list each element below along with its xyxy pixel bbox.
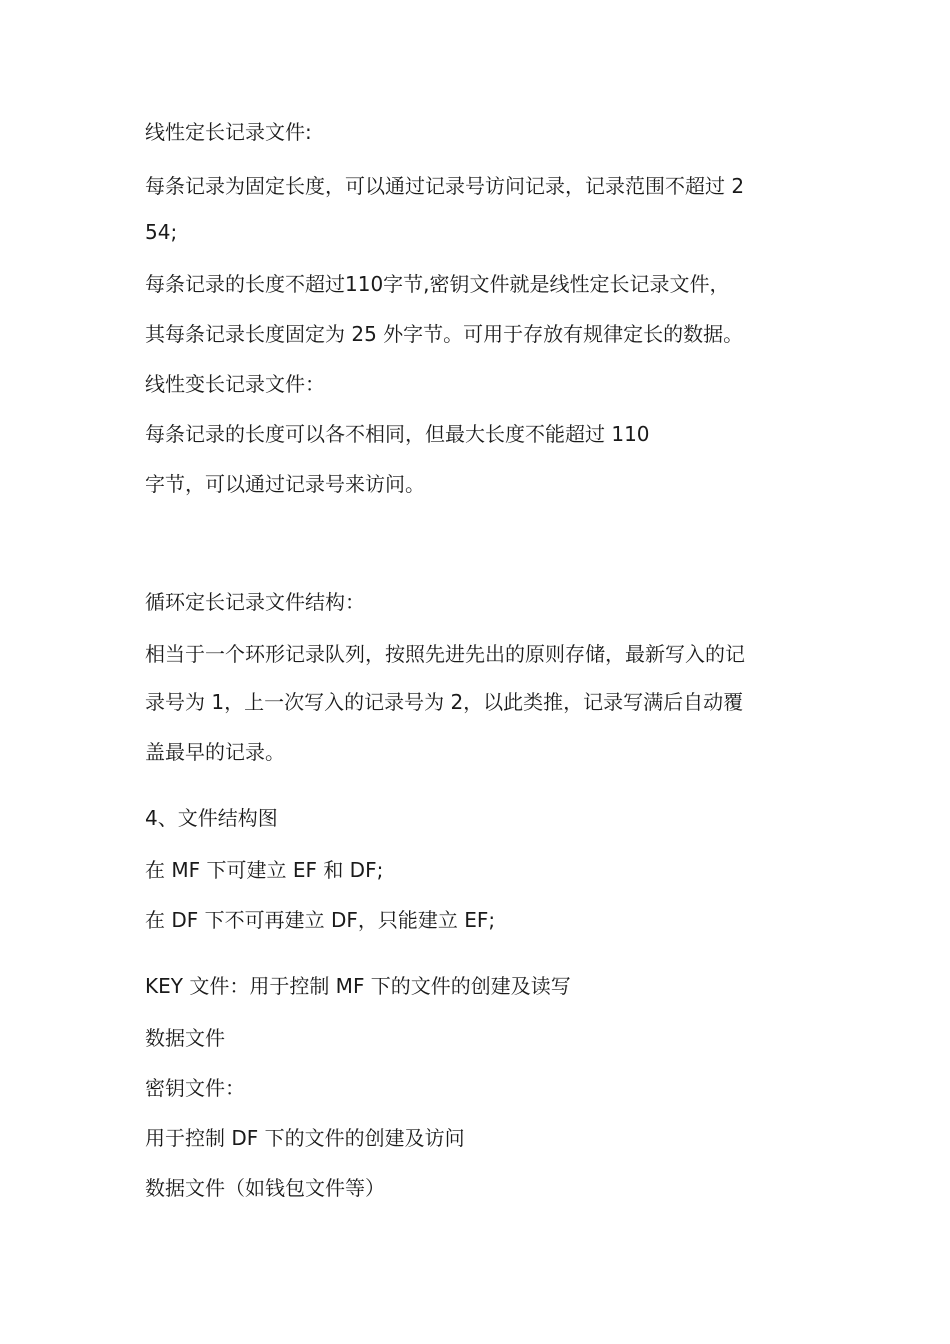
text-line: 54; [145, 220, 178, 244]
text-line: 数据文件（如钱包文件等） [145, 1176, 385, 1200]
text-line: 录号为 1，上一次写入的记录号为 2，以此类推，记录写满后自动覆 [145, 690, 744, 714]
text-line: 4、文件结构图 [145, 806, 278, 830]
text-line: 密钥文件： [145, 1076, 245, 1100]
text-line: 其每条记录长度固定为 25 外字节。可用于存放有规律定长的数据。 [145, 322, 744, 346]
text-line: 盖最早的记录。 [145, 740, 285, 764]
text-line: 用于控制 DF 下的文件的创建及访问 [145, 1126, 465, 1150]
text-line: 每条记录的长度可以各不相同，但最大长度不能超过 110 [145, 422, 650, 446]
text-line: 线性变长记录文件： [145, 372, 325, 396]
text-line: 数据文件 [145, 1026, 225, 1050]
text-line: 在 MF 下可建立 EF 和 DF; [145, 858, 384, 882]
text-line: 相当于一个环形记录队列，按照先进先出的原则存储，最新写入的记 [145, 642, 745, 666]
text-line: KEY 文件：用于控制 MF 下的文件的创建及读写 [145, 974, 571, 998]
text-line: 每条记录的长度不超过110字节,密钥文件就是线性定长记录文件， [145, 272, 730, 296]
text-line: 字节，可以通过记录号来访问。 [145, 472, 425, 496]
text-line: 在 DF 下不可再建立 DF，只能建立 EF; [145, 908, 496, 932]
text-line: 每条记录为固定长度，可以通过记录号访问记录，记录范围不超过 2 [145, 174, 745, 198]
text-line: 线性定长记录文件: [145, 120, 312, 144]
text-line: 循环定长记录文件结构： [145, 590, 365, 614]
